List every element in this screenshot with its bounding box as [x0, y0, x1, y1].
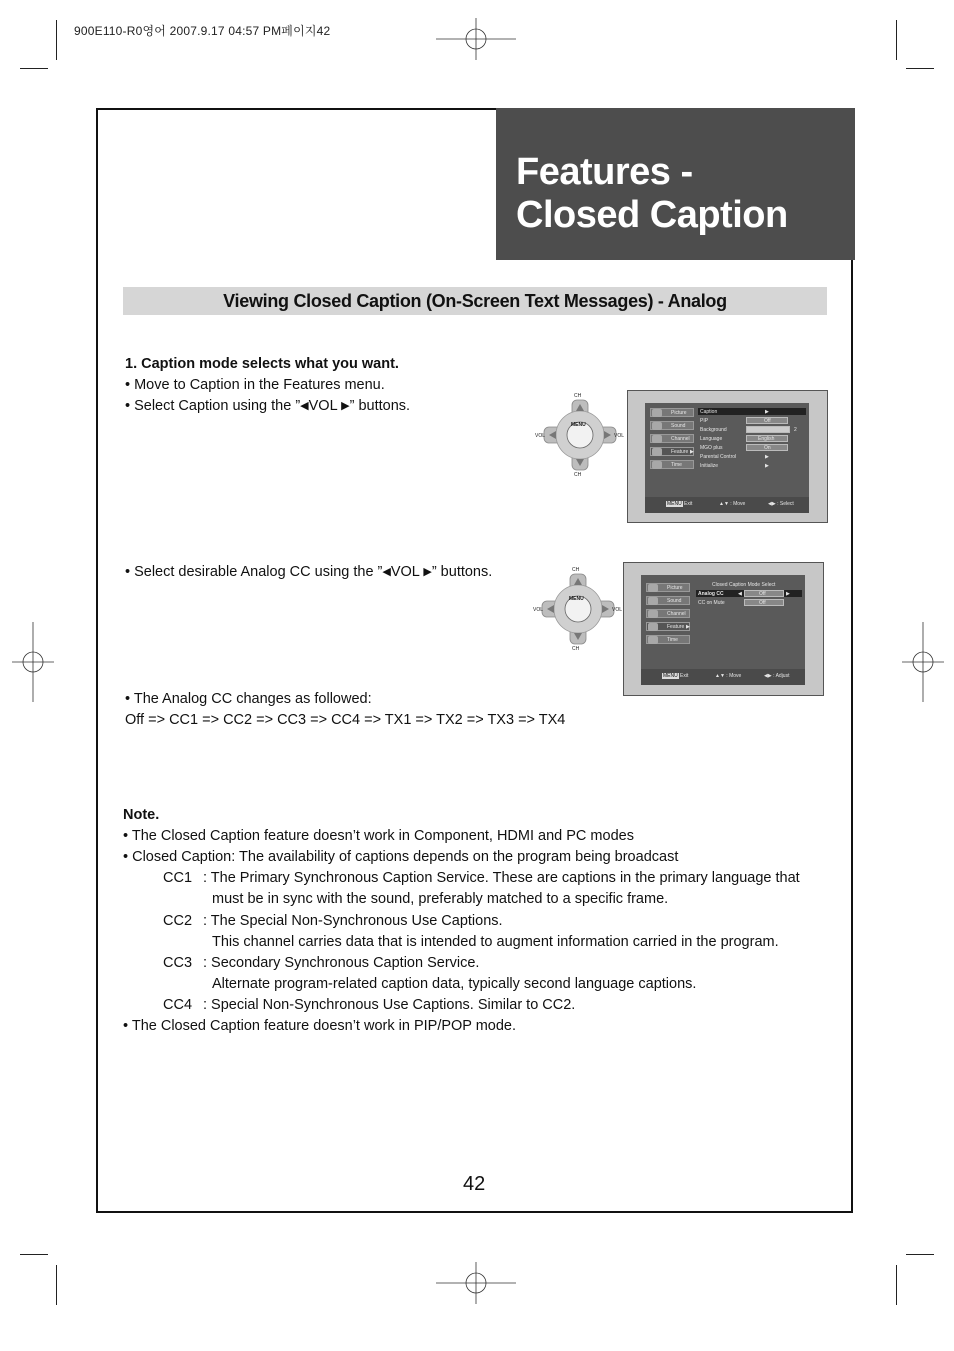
step1-bullet2: [125, 398, 410, 414]
cc2-label: CC2: [163, 913, 193, 929]
crop-mark: [906, 68, 934, 69]
cc2-description: : The Special Non-Synchronous Use Captions.: [203, 913, 503, 929]
print-header: 900E110-R0영어 2007.9.17 04:57 PM페이지42: [74, 24, 331, 38]
osd-screen-features: [627, 390, 828, 523]
cc2-description-cont: This channel carries data that is intended to augment information carried in the program.: [212, 934, 779, 950]
time-icon: [652, 461, 662, 469]
osd-dialog-title: Closed Caption Mode Select: [712, 582, 776, 588]
right-arrow-icon: ▶: [423, 566, 432, 578]
sound-icon: [652, 422, 662, 430]
background-level-bar: [746, 426, 790, 433]
picture-icon: [648, 584, 658, 592]
remote-ch-bottom: CH: [572, 646, 580, 652]
remote-ch-top: CH: [572, 567, 580, 573]
tab-label: Channel: [667, 611, 686, 617]
osd-screen-caption-mode: [623, 562, 824, 696]
chevron-right-icon: ▶: [690, 449, 694, 455]
channel-icon: [648, 610, 658, 618]
remote-dpad-icon: [532, 566, 624, 652]
note-heading: Note.: [123, 807, 160, 823]
osd-footer-move: ▲▼ : Move: [715, 673, 742, 679]
feature-icon: [652, 448, 662, 456]
note-bullet: • The Closed Caption feature doesn’t work in PIP/POP mode.: [123, 1018, 517, 1034]
remote-vol-right: VOL: [612, 607, 623, 613]
registration-mark-icon: [436, 18, 516, 60]
osd-row-label: PIP: [700, 418, 709, 424]
tab-label: Feature: [671, 449, 689, 455]
osd-footer-exit: Exit: [684, 501, 693, 507]
cc3-description: : Secondary Synchronous Caption Service.: [203, 955, 480, 971]
osd-footer-move: ▲▼ : Move: [719, 501, 746, 507]
vol-label: VOL: [390, 564, 420, 580]
tab-label: Time: [667, 637, 678, 643]
crop-mark: [56, 1265, 57, 1305]
osd-row-label: Initialize: [700, 463, 719, 469]
tab-label: Sound: [667, 598, 682, 604]
crop-mark: [896, 1265, 897, 1305]
page-title-line2: Closed Caption: [516, 194, 788, 236]
registration-mark-icon: [436, 1262, 516, 1304]
tab-label: Sound: [671, 423, 686, 429]
tab-label: Time: [671, 462, 682, 468]
chevron-right-icon: ▶: [765, 454, 769, 460]
remote-ch-bottom: CH: [574, 472, 582, 478]
time-icon: [648, 636, 658, 644]
step2-post: ” buttons.: [431, 564, 493, 580]
cc3-description-cont: Alternate program-related caption data, typically second language captions.: [212, 976, 697, 992]
cc4-label: CC4: [163, 997, 193, 1013]
step2-bullet: [125, 564, 492, 580]
section-subtitle: Viewing Closed Caption (On-Screen Text Messages) - Analog: [223, 291, 727, 311]
remote-vol-left: VOL: [535, 433, 546, 439]
registration-mark-icon: [902, 622, 944, 702]
chevron-right-icon: ▶: [786, 591, 790, 597]
osd-row-label: Background: [700, 427, 727, 433]
sound-icon: [648, 597, 658, 605]
registration-mark-icon: [12, 622, 54, 702]
crop-mark: [20, 1254, 48, 1255]
step1-bullet2-post: ” buttons.: [349, 398, 411, 414]
page-title-line1: Features -: [516, 151, 693, 193]
picture-icon: [652, 409, 662, 417]
osd-footer-menu: MENU: [663, 673, 678, 679]
step1-bullet2-pre: • Select Caption using the ”: [125, 398, 301, 414]
right-arrow-icon: ▶: [341, 400, 350, 412]
osd-row-label: Parental Control: [700, 454, 737, 460]
note-bullet: • Closed Caption: The availability of captions depends on the program being broadcast: [123, 849, 679, 865]
osd-row-value: Off: [759, 600, 766, 606]
osd-row-value: On: [764, 445, 771, 451]
remote-menu-label: MENU: [571, 422, 586, 428]
cc3-label: CC3: [163, 955, 193, 971]
step2-pre: • Select desirable Analog CC using the ”: [125, 564, 383, 580]
feature-icon: [648, 623, 658, 631]
osd-footer-menu: MENU: [667, 501, 682, 507]
sequence-chain: Off => CC1 => CC2 => CC3 => CC4 => TX1 => TX2 => TX3 => TX4: [125, 712, 566, 728]
osd-row-value: English: [758, 436, 775, 442]
cc1-description-cont: must be in sync with the sound, preferably matched to a specific frame.: [212, 891, 669, 907]
tab-label: Channel: [671, 436, 690, 442]
note-bullet: • The Closed Caption feature doesn’t work in Component, HDMI and PC modes: [123, 828, 634, 844]
osd-footer-select: ◀▶ : Select: [768, 501, 794, 507]
page-number: 42: [463, 1173, 486, 1195]
osd-row-label: Caption: [700, 409, 718, 415]
chevron-right-icon: ▶: [765, 409, 769, 415]
osd-row-value: Off: [764, 418, 771, 424]
osd-row-label: MGO plus: [700, 445, 723, 451]
chevron-left-icon: ◀: [738, 591, 742, 597]
sequence-intro: • The Analog CC changes as followed:: [125, 691, 372, 707]
left-arrow-icon: ◀: [300, 400, 309, 412]
remote-ch-top: CH: [574, 393, 582, 399]
crop-mark: [20, 68, 48, 69]
chevron-right-icon: ▶: [765, 463, 769, 469]
osd-row-value: 2: [794, 427, 797, 433]
osd-row-label: Analog CC: [698, 591, 724, 597]
crop-mark: [906, 1254, 934, 1255]
remote-vol-right: VOL: [614, 433, 625, 439]
tab-label: Picture: [667, 585, 683, 591]
osd-footer-adjust: ◀▶ : Adjust: [764, 673, 790, 679]
remote-control-diagram: [532, 566, 624, 652]
cc4-description: : Special Non-Synchronous Use Captions. Similar to CC2.: [203, 997, 576, 1013]
remote-vol-left: VOL: [533, 607, 544, 613]
osd-row-label: CC on Mute: [698, 600, 725, 606]
step1-heading: 1. Caption mode selects what you want.: [125, 356, 399, 372]
left-arrow-icon: ◀: [382, 566, 391, 578]
cc1-description: : The Primary Synchronous Caption Service. These are captions in the primary language that: [203, 870, 800, 886]
osd-row-label: Language: [700, 436, 723, 442]
chevron-right-icon: ▶: [686, 624, 690, 630]
step1-bullet1: • Move to Caption in the Features menu.: [125, 377, 385, 393]
crop-mark: [56, 20, 57, 60]
vol-label: VOL: [308, 398, 338, 414]
cc1-label: CC1: [163, 870, 193, 886]
osd-row-value: Off: [759, 591, 766, 597]
tab-label: Picture: [671, 410, 687, 416]
tab-label: Feature: [667, 624, 685, 630]
remote-dpad-icon: [534, 392, 626, 478]
remote-menu-label: MENU: [569, 596, 584, 602]
osd-footer-exit: Exit: [680, 673, 689, 679]
channel-icon: [652, 435, 662, 443]
remote-control-diagram: [534, 392, 626, 478]
crop-mark: [896, 20, 897, 60]
